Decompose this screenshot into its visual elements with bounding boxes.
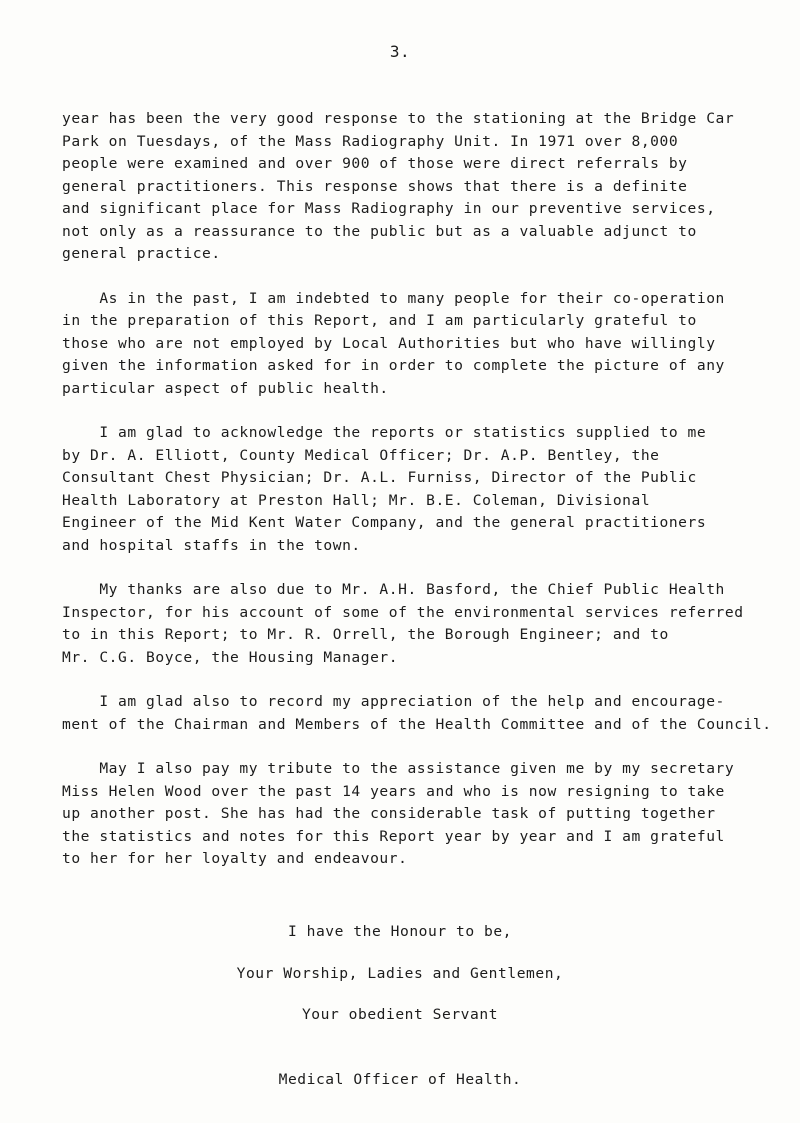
text-line: Consultant Chest Physician; Dr. A.L. Furniss, Director of the Public [62, 469, 697, 486]
text-line: given the information asked for in order to complete the picture of any [62, 357, 725, 374]
text-line: Miss Helen Wood over the past 14 years and who is now resigning to take [62, 782, 725, 800]
text-line: up another post. She has had the considerable task of putting together [62, 805, 716, 822]
text-line: and significant place for Mass Radiography in our preventive services, [62, 200, 716, 217]
closing-servant: Your obedient Servant [301, 1006, 499, 1023]
paragraph-tribute [62, 758, 782, 871]
text-line: Engineer of the Mid Kent Water Company, and the general practitioners [62, 514, 707, 531]
text-line: Inspector, for his account of some of the environmental services referred [62, 603, 744, 621]
text-line: by Dr. A. Elliott, County Medical Officer; Dr. A.P. Bentley, the [62, 446, 660, 464]
closing-salutation: Your Worship, Ladies and Gentlemen, [236, 965, 564, 982]
text-line: Park on Tuesdays, of the Mass Radiography Unit. In 1971 over 8,000 [62, 132, 679, 150]
text-line: people were examined and over 900 of those were direct referrals by [62, 155, 688, 172]
paragraph-radiography [62, 108, 782, 266]
text-line: year has been the very good response to the stationing at the Bridge Car [62, 110, 735, 127]
text-line: May I also pay my tribute to the assistance given me by my secretary [62, 760, 735, 777]
text-line: in the preparation of this Report, and I am particularly grateful to [62, 312, 697, 329]
text-line: Health Laboratory at Preston Hall; Mr. B.E. Coleman, Divisional [62, 491, 651, 509]
text-line: the statistics and notes for this Report year by year and I am grateful [62, 827, 725, 845]
letter-body [62, 108, 782, 893]
paragraph-appreciation [62, 691, 782, 736]
text-line: and hospital staffs in the town. [62, 536, 361, 554]
text-line: I am glad also to record my appreciation of the help and encourage- [62, 693, 725, 710]
text-line: ment of the Chairman and Members of the Health Committee and of the Council. [62, 715, 772, 733]
paragraph-acknowledgements [62, 422, 782, 557]
text-line: My thanks are also due to Mr. A.H. Basford, the Chief Public Health [62, 581, 725, 598]
text-line: general practitioners. This response shows that there is a definite [62, 177, 688, 195]
text-line: general practice. [62, 245, 221, 262]
text-line: particular aspect of public health. [62, 379, 389, 397]
closing-honour: I have the Honour to be, [287, 923, 513, 940]
page-number: 3. [389, 42, 411, 61]
text-line: not only as a reassurance to the public but as a valuable adjunct to [62, 222, 697, 240]
text-line: to in this Report; to Mr. R. Orrell, the Borough Engineer; and to [62, 626, 669, 643]
text-line: Mr. C.G. Boyce, the Housing Manager. [62, 648, 399, 666]
paragraph-thanks [62, 579, 782, 669]
text-line: those who are not employed by Local Authorities but who have willingly [62, 334, 716, 352]
text-line: As in the past, I am indebted to many people for their co-operation [62, 289, 725, 307]
text-line: I am glad to acknowledge the reports or statistics supplied to me [62, 424, 707, 441]
paragraph-cooperation [62, 288, 782, 401]
text-line: to her for her loyalty and endeavour. [62, 850, 408, 867]
signature-title: Medical Officer of Health. [278, 1071, 522, 1088]
